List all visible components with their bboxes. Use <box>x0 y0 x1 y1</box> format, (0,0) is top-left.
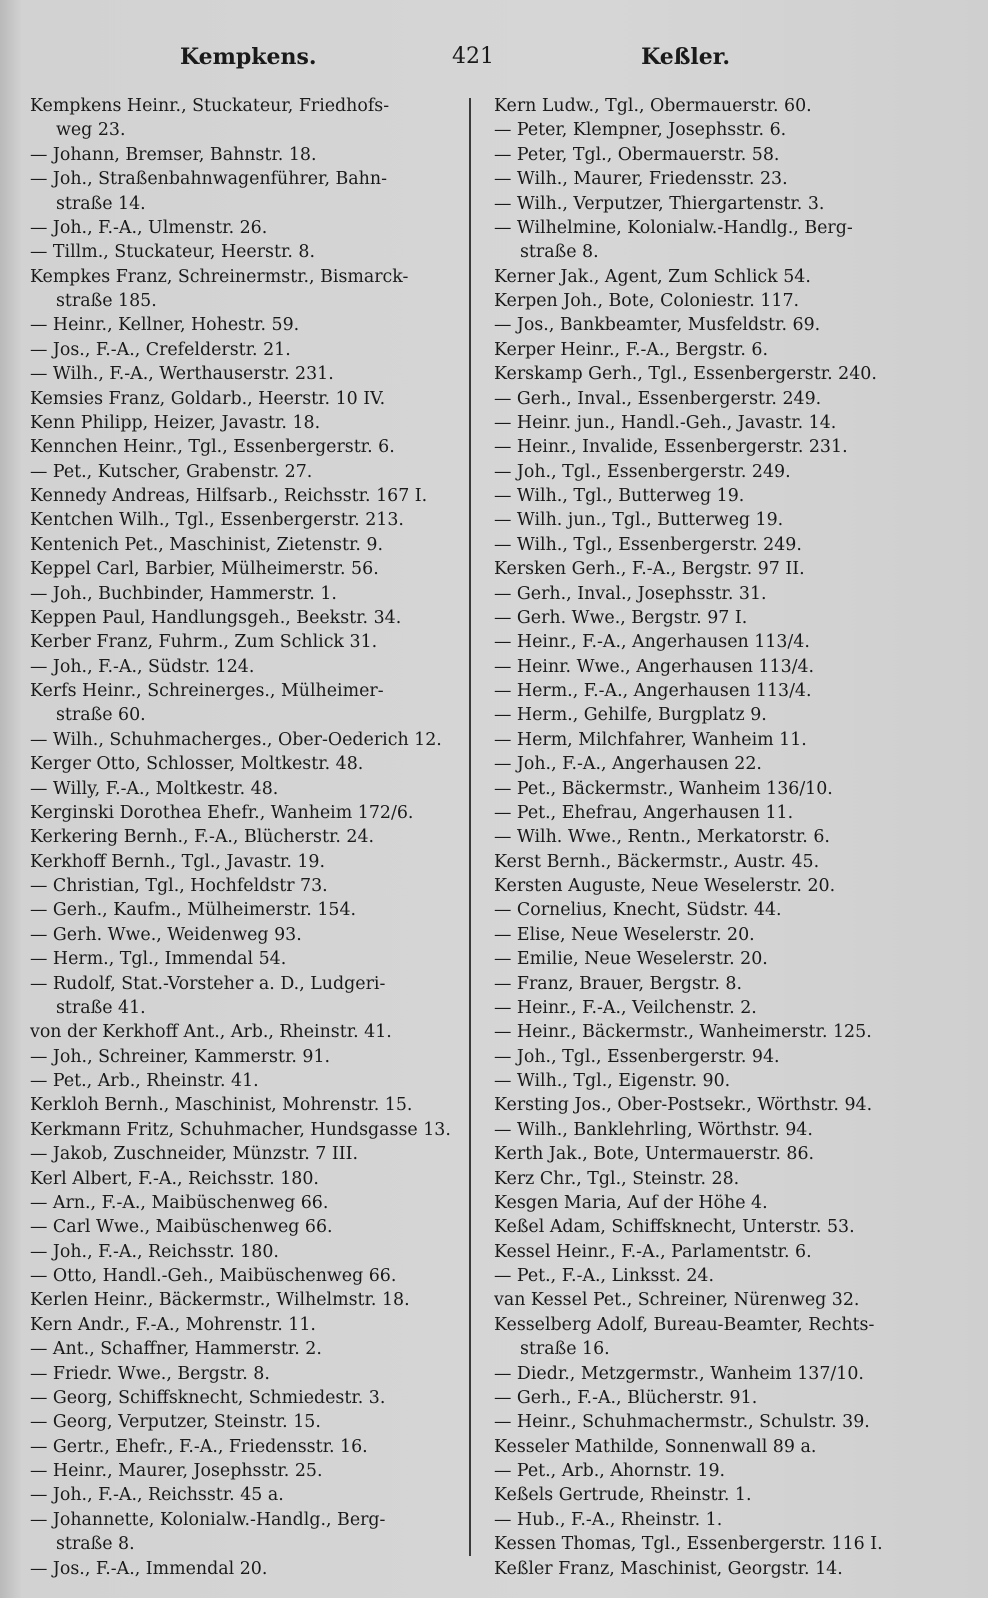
directory-entry-line: — Franz, Brauer, Bergstr. 8. <box>494 973 742 994</box>
directory-entry-line: straße 16. <box>520 1339 610 1360</box>
directory-entry-line: — Rudolf, Stat.-Vorsteher a. D., Ludgeri- <box>30 973 386 994</box>
directory-entry-line: Kempkens Heinr., Stuckateur, Friedhofs- <box>30 96 390 116</box>
directory-entry-line: — Gerh., Inval., Essenbergerstr. 249. <box>494 388 822 409</box>
directory-entry-line: Kerl Albert, F.-A., Reichsstr. 180. <box>30 1168 319 1189</box>
directory-entry-line: Kentchen Wilh., Tgl., Essenbergerstr. 213. <box>30 510 404 531</box>
directory-entry-line: — Wilh., Banklehrling, Wörthstr. 94. <box>494 1119 813 1140</box>
directory-entry-line: Kersken Gerh., F.-A., Bergstr. 97 II. <box>494 559 805 580</box>
directory-entry-line: Kessel Heinr., F.-A., Parlamentstr. 6. <box>494 1241 812 1262</box>
directory-entry-line: — Wilh., Maurer, Friedensstr. 23. <box>494 169 788 190</box>
directory-entry-line: — Heinr., Invalide, Essenbergerstr. 231. <box>494 437 848 458</box>
directory-entry-line: — Wilh., Schuhmacherges., Ober-Oederich 12. <box>30 729 442 750</box>
directory-entry-line: — Peter, Klempner, Josephsstr. 6. <box>494 120 787 141</box>
directory-entry-line: — Ant., Schaffner, Hammerstr. 2. <box>30 1339 322 1360</box>
directory-entry-line: — Joh., Schreiner, Kammerstr. 91. <box>30 1046 331 1067</box>
directory-entry-line: — Georg, Verputzer, Steinstr. 15. <box>30 1412 321 1433</box>
directory-entry-line: Kerfs Heinr., Schreinerges., Mülheimer- <box>30 681 384 701</box>
directory-entry-line: — Johannette, Kolonialw.-Handlg., Berg- <box>30 1509 386 1530</box>
directory-entry-line: Keßels Gertrude, Rheinstr. 1. <box>494 1485 752 1506</box>
directory-entry-line: — Heinr., F.-A., Angerhausen 113/4. <box>494 632 810 653</box>
directory-entry-line: Keppel Carl, Barbier, Mülheimerstr. 56. <box>30 559 379 580</box>
header-left-name: Kempkens. <box>180 44 317 70</box>
directory-entry-line: — Pet., Ehefrau, Angerhausen 11. <box>494 802 794 823</box>
directory-entry-line: — Gerh., Inval., Josephsstr. 31. <box>494 583 767 604</box>
directory-entry-line: — Joh., F.-A., Südstr. 124. <box>30 656 255 677</box>
directory-entry-line: — Joh., F.-A., Reichsstr. 180. <box>30 1241 279 1262</box>
directory-entry-line: Kennedy Andreas, Hilfsarb., Reichsstr. 167 I. <box>30 486 428 506</box>
directory-entry-line: — Heinr., Schuhmachermstr., Schulstr. 39. <box>494 1412 870 1433</box>
directory-entry-line: Kerz Chr., Tgl., Steinstr. 28. <box>494 1168 740 1189</box>
directory-entry-line: — Willy, F.-A., Moltkestr. 48. <box>30 778 279 799</box>
directory-entry-line: Kerpen Joh., Bote, Coloniestr. 117. <box>494 291 800 311</box>
directory-entry-line: weg 23. <box>56 120 126 141</box>
directory-entry-line: — Johann, Bremser, Bahnstr. 18. <box>30 144 317 165</box>
directory-entry-line: straße 8. <box>56 1534 135 1555</box>
header-right-name: Keßler. <box>641 44 730 70</box>
directory-entry-line: — Joh., F.-A., Ulmenstr. 26. <box>30 217 268 238</box>
directory-entry-line: Kersten Auguste, Neue Weselerstr. 20. <box>494 876 836 896</box>
directory-entry-line: — Jos., F.-A., Immendal 20. <box>30 1558 268 1579</box>
directory-entry-line: — Gerh. Wwe., Weidenweg 93. <box>30 924 302 945</box>
directory-entry-line: — Herm., Gehilfe, Burgplatz 9. <box>494 705 767 726</box>
directory-entry-line: Kerger Otto, Schlosser, Moltkestr. 48. <box>30 754 364 775</box>
directory-entry-line: Kerkering Bernh., F.-A., Blücherstr. 24. <box>30 827 375 848</box>
directory-entry-line: Kessen Thomas, Tgl., Essenbergerstr. 116 I. <box>494 1534 883 1555</box>
directory-entry-line: — Jos., Bankbeamter, Musfeldstr. 69. <box>494 315 821 336</box>
directory-entry-line: Kesgen Maria, Auf der Höhe 4. <box>494 1192 768 1213</box>
directory-entry-line: — Heinr., Bäckermstr., Wanheimerstr. 125. <box>494 1022 872 1043</box>
directory-entry-line: — Wilh., Verputzer, Thiergartenstr. 3. <box>494 193 825 214</box>
directory-entry-line: Kentenich Pet., Maschinist, Zietenstr. 9. <box>30 534 384 555</box>
directory-entry-line: — Wilh. Wwe., Rentn., Merkatorstr. 6. <box>494 827 830 848</box>
directory-entry-line: Kerkmann Fritz, Schuhmacher, Hundsgasse 13. <box>30 1119 451 1140</box>
directory-entry-line: — Elise, Neue Weselerstr. 20. <box>494 924 755 945</box>
directory-entry-line: Kerkloh Bernh., Maschinist, Mohrenstr. 15. <box>30 1095 413 1116</box>
directory-entry-line: — Gerh., Kaufm., Mülheimerstr. 154. <box>30 900 357 921</box>
directory-entry-line: Kemsies Franz, Goldarb., Heerstr. 10 IV. <box>30 388 386 409</box>
directory-entry-line: — Arn., F.-A., Maibüschenweg 66. <box>30 1192 329 1213</box>
directory-entry-line: Kerth Jak., Bote, Untermauerstr. 86. <box>494 1144 815 1165</box>
directory-entry-line: Kerner Jak., Agent, Zum Schlick 54. <box>494 266 811 287</box>
directory-entry-line: — Heinr., F.-A., Veilchenstr. 2. <box>494 997 757 1018</box>
directory-entry-line: Kersting Jos., Ober-Postsekr., Wörthstr. 94. <box>494 1095 873 1116</box>
directory-entry-line: — Otto, Handl.-Geh., Maibüschenweg 66. <box>30 1266 397 1286</box>
directory-entry-line: — Joh., F.-A., Reichsstr. 45 a. <box>30 1485 284 1506</box>
directory-entry-line: — Pet., F.-A., Linksst. 24. <box>494 1266 715 1286</box>
directory-entry-line: — Heinr., Kellner, Hohestr. 59. <box>30 315 300 336</box>
directory-entry-line: — Pet., Bäckermstr., Wanheim 136/10. <box>494 778 833 799</box>
directory-entry-line: — Peter, Tgl., Obermauerstr. 58. <box>494 144 780 165</box>
directory-entry-line: straße 14. <box>56 193 146 214</box>
directory-entry-line: — Joh., Buchbinder, Hammerstr. 1. <box>30 583 337 604</box>
directory-entry-line: Keßel Adam, Schiffsknecht, Unterstr. 53. <box>494 1217 855 1238</box>
directory-entry-line: straße 8. <box>520 242 599 263</box>
directory-entry-line: — Heinr., Maurer, Josephsstr. 25. <box>30 1461 323 1481</box>
directory-entry-line: — Cornelius, Knecht, Südstr. 44. <box>494 900 782 921</box>
directory-entry-line: Kerskamp Gerh., Tgl., Essenbergerstr. 240. <box>494 364 877 385</box>
directory-entry-line: — Wilh., F.-A., Werthauserstr. 231. <box>30 364 334 385</box>
right-column <box>494 94 934 1581</box>
directory-entry-line: — Herm., F.-A., Angerhausen 113/4. <box>494 681 812 701</box>
directory-entry-line: Kern Andr., F.-A., Mohrenstr. 11. <box>30 1314 316 1335</box>
directory-entry-line: — Wilhelmine, Kolonialw.-Handlg., Berg- <box>494 217 853 238</box>
directory-entry-line: — Gerh., F.-A., Blücherstr. 91. <box>494 1387 758 1408</box>
directory-entry-line: — Herm., Tgl., Immendal 54. <box>30 949 287 970</box>
page-header <box>34 44 966 78</box>
directory-entry-line: Kerber Franz, Fuhrm., Zum Schlick 31. <box>30 632 378 653</box>
directory-entry-line: — Pet., Arb., Ahornstr. 19. <box>494 1461 726 1481</box>
column-divider <box>469 98 471 1556</box>
directory-entry-line: Kenn Philipp, Heizer, Javastr. 18. <box>30 412 321 433</box>
directory-entry-line: — Jakob, Zuschneider, Münzstr. 7 III. <box>30 1144 359 1165</box>
directory-entry-line: Kerper Heinr., F.-A., Bergstr. 6. <box>494 339 768 360</box>
directory-entry-line: straße 60. <box>56 705 146 726</box>
directory-entry-line: — Herm, Milchfahrer, Wanheim 11. <box>494 729 807 750</box>
left-column <box>30 94 462 1581</box>
directory-entry-line: — Tillm., Stuckateur, Heerstr. 8. <box>30 242 315 263</box>
directory-entry-line: Kempkes Franz, Schreinermstr., Bismarck- <box>30 266 409 287</box>
page-number: 421 <box>452 44 494 69</box>
directory-entry-line: — Joh., F.-A., Angerhausen 22. <box>494 754 762 775</box>
directory-entry-line: — Wilh., Tgl., Butterweg 19. <box>494 486 745 506</box>
directory-entry-line: — Georg, Schiffsknecht, Schmiedestr. 3. <box>30 1387 386 1408</box>
directory-entry-line: — Hub., F.-A., Rheinstr. 1. <box>494 1509 723 1530</box>
directory-entry-line: Kesselberg Adolf, Bureau-Beamter, Rechts- <box>494 1314 875 1335</box>
directory-entry-line: — Heinr. jun., Handl.-Geh., Javastr. 14. <box>494 412 837 433</box>
directory-entry-line: Kerginski Dorothea Ehefr., Wanheim 172/6. <box>30 802 414 823</box>
directory-entry-line: — Heinr. Wwe., Angerhausen 113/4. <box>494 656 815 677</box>
directory-entry-line: — Joh., Straßenbahnwagenführer, Bahn- <box>30 169 387 190</box>
directory-entry-line: — Jos., F.-A., Crefelderstr. 21. <box>30 339 291 360</box>
directory-entry-line: Kesseler Mathilde, Sonnenwall 89 a. <box>494 1436 817 1457</box>
directory-entry-line: — Diedr., Metzgermstr., Wanheim 137/10. <box>494 1363 864 1384</box>
directory-entry-line: — Carl Wwe., Maibüschenweg 66. <box>30 1217 333 1238</box>
directory-entry-line: — Gertr., Ehefr., F.-A., Friedensstr. 16. <box>30 1436 368 1457</box>
directory-entry-line: — Pet., Arb., Rheinstr. 41. <box>30 1071 259 1091</box>
directory-entry-line: — Emilie, Neue Weselerstr. 20. <box>494 949 768 970</box>
directory-entry-line: — Christian, Tgl., Hochfeldstr 73. <box>30 876 328 896</box>
directory-entry-line: Keppen Paul, Handlungsgeh., Beekstr. 34. <box>30 607 402 628</box>
directory-entry-line: — Pet., Kutscher, Grabenstr. 27. <box>30 461 313 482</box>
directory-entry-line: Kerst Bernh., Bäckermstr., Austr. 45. <box>494 851 820 872</box>
directory-entry-line: von der Kerkhoff Ant., Arb., Rheinstr. 41. <box>30 1022 392 1043</box>
directory-entry-line: — Joh., Tgl., Essenbergerstr. 249. <box>494 461 791 482</box>
directory-entry-line: Kennchen Heinr., Tgl., Essenbergerstr. 6. <box>30 437 395 458</box>
directory-entry-line: — Wilh. jun., Tgl., Butterweg 19. <box>494 510 784 531</box>
directory-entry-line: straße 185. <box>56 291 157 311</box>
directory-entry-line: Kerkhoff Bernh., Tgl., Javastr. 19. <box>30 851 326 872</box>
directory-entry-line: — Joh., Tgl., Essenbergerstr. 94. <box>494 1046 780 1067</box>
directory-entry-line: — Wilh., Tgl., Essenbergerstr. 249. <box>494 534 802 555</box>
directory-entry-line: — Wilh., Tgl., Eigenstr. 90. <box>494 1071 731 1091</box>
directory-entry-line: straße 41. <box>56 997 146 1018</box>
directory-entry-line: Kern Ludw., Tgl., Obermauerstr. 60. <box>494 96 812 116</box>
directory-entry-line: — Gerh. Wwe., Bergstr. 97 I. <box>494 607 748 628</box>
directory-entry-line: Kerlen Heinr., Bäckermstr., Wilhelmstr. 18. <box>30 1290 410 1311</box>
directory-entry-line: — Friedr. Wwe., Bergstr. 8. <box>30 1363 270 1384</box>
directory-entry-line: van Kessel Pet., Schreiner, Nürenweg 32. <box>494 1290 860 1311</box>
directory-entry-line: Keßler Franz, Maschinist, Georgstr. 14. <box>494 1558 843 1579</box>
